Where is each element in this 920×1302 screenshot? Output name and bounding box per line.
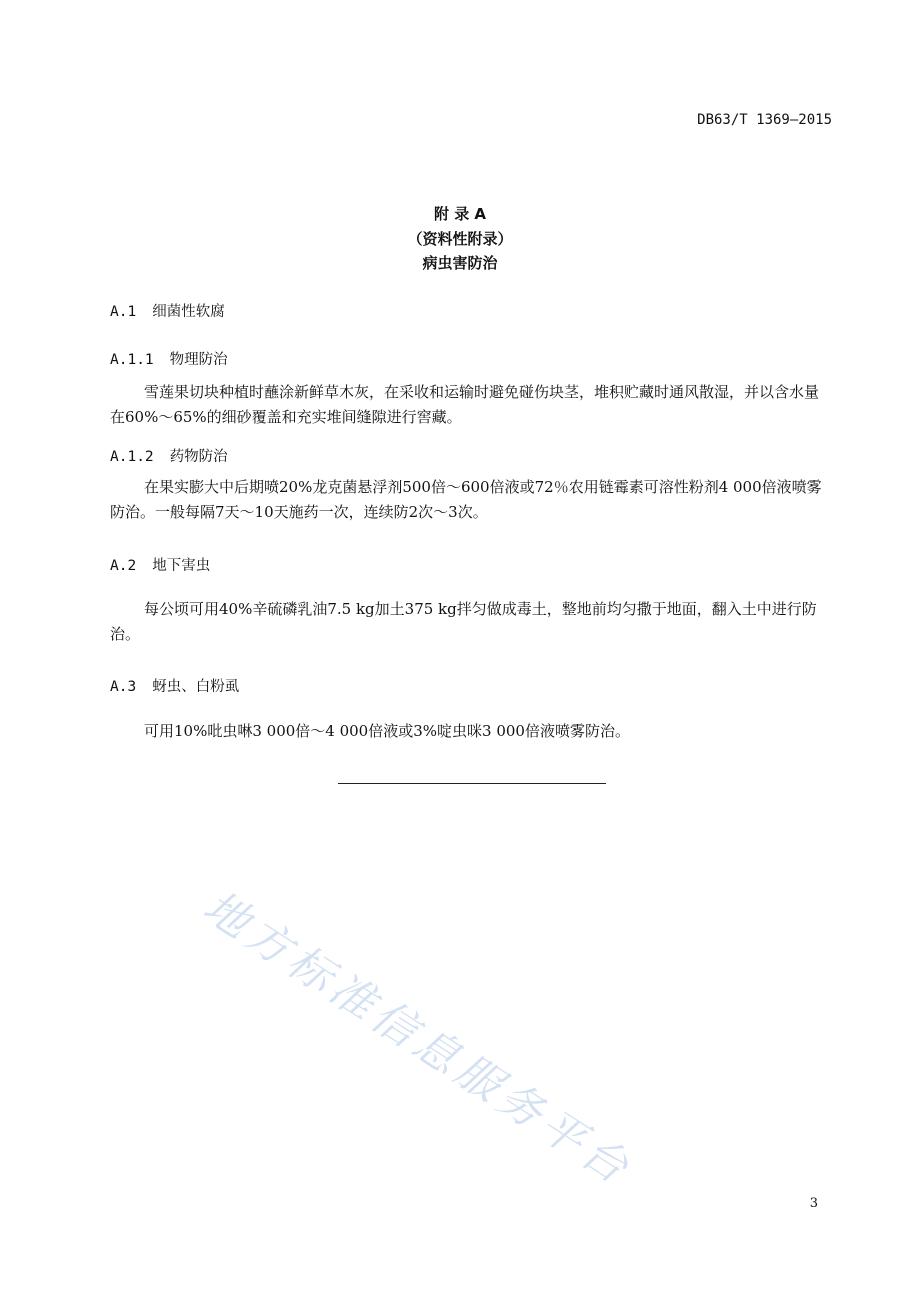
section-a12-heading xyxy=(110,445,228,466)
section-a3-paragraph: 可用10%吡虫啉3 000倍～4 000倍液或3%啶虫咪3 000倍液喷雾防治。 xyxy=(144,722,630,740)
section-title: 药物防治 xyxy=(169,449,228,465)
section-number: A.1.1 xyxy=(110,352,154,368)
section-a12-paragraph: 在果实膨大中后期喷20%龙克菌悬浮剂500倍～600倍液或72％农用链霉素可溶性粉剂4 000倍液喷雾防治。一般每隔7天～10天施药一次，连续防2次～3次。 xyxy=(110,478,822,521)
section-number: A.2 xyxy=(110,558,137,574)
section-number: A.1.2 xyxy=(110,449,154,465)
section-a11-heading xyxy=(110,348,228,369)
section-a11-paragraph: 雪莲果切块种植时蘸涂新鲜草木灰，在采收和运输时避免碰伤块茎，堆积贮藏时通风散湿，并以含水量在60%～65%的细砂覆盖和充实堆间缝隙进行窖藏。 xyxy=(110,383,820,426)
section-title: 物理防治 xyxy=(169,352,228,368)
section-a1-heading xyxy=(110,300,225,321)
end-rule xyxy=(338,783,606,784)
section-title: 地下害虫 xyxy=(152,558,211,574)
watermark: 地方标准信息服务平台 xyxy=(194,881,642,1197)
section-title: 蚜虫、白粉虱 xyxy=(152,679,240,695)
section-a2-paragraph: 每公顷可用40%辛硫磷乳油7.5 kg加土375 kg拌匀做成毒土，整地前均匀撒于地面，翻入土中进行防治。 xyxy=(110,600,817,643)
section-a3-heading xyxy=(110,675,239,696)
appendix-title: 附 录 A xyxy=(433,205,487,223)
appendix-subtitle: （资料性附录） xyxy=(407,230,513,248)
section-number: A.1 xyxy=(110,304,137,320)
section-title: 细菌性软腐 xyxy=(152,304,225,320)
section-number: A.3 xyxy=(110,679,137,695)
page-number: 3 xyxy=(809,1196,818,1211)
section-a2-heading xyxy=(110,554,210,575)
appendix-heading: 病虫害防治 xyxy=(422,254,498,272)
document-number: DB63/T 1369—2015 xyxy=(697,112,832,128)
